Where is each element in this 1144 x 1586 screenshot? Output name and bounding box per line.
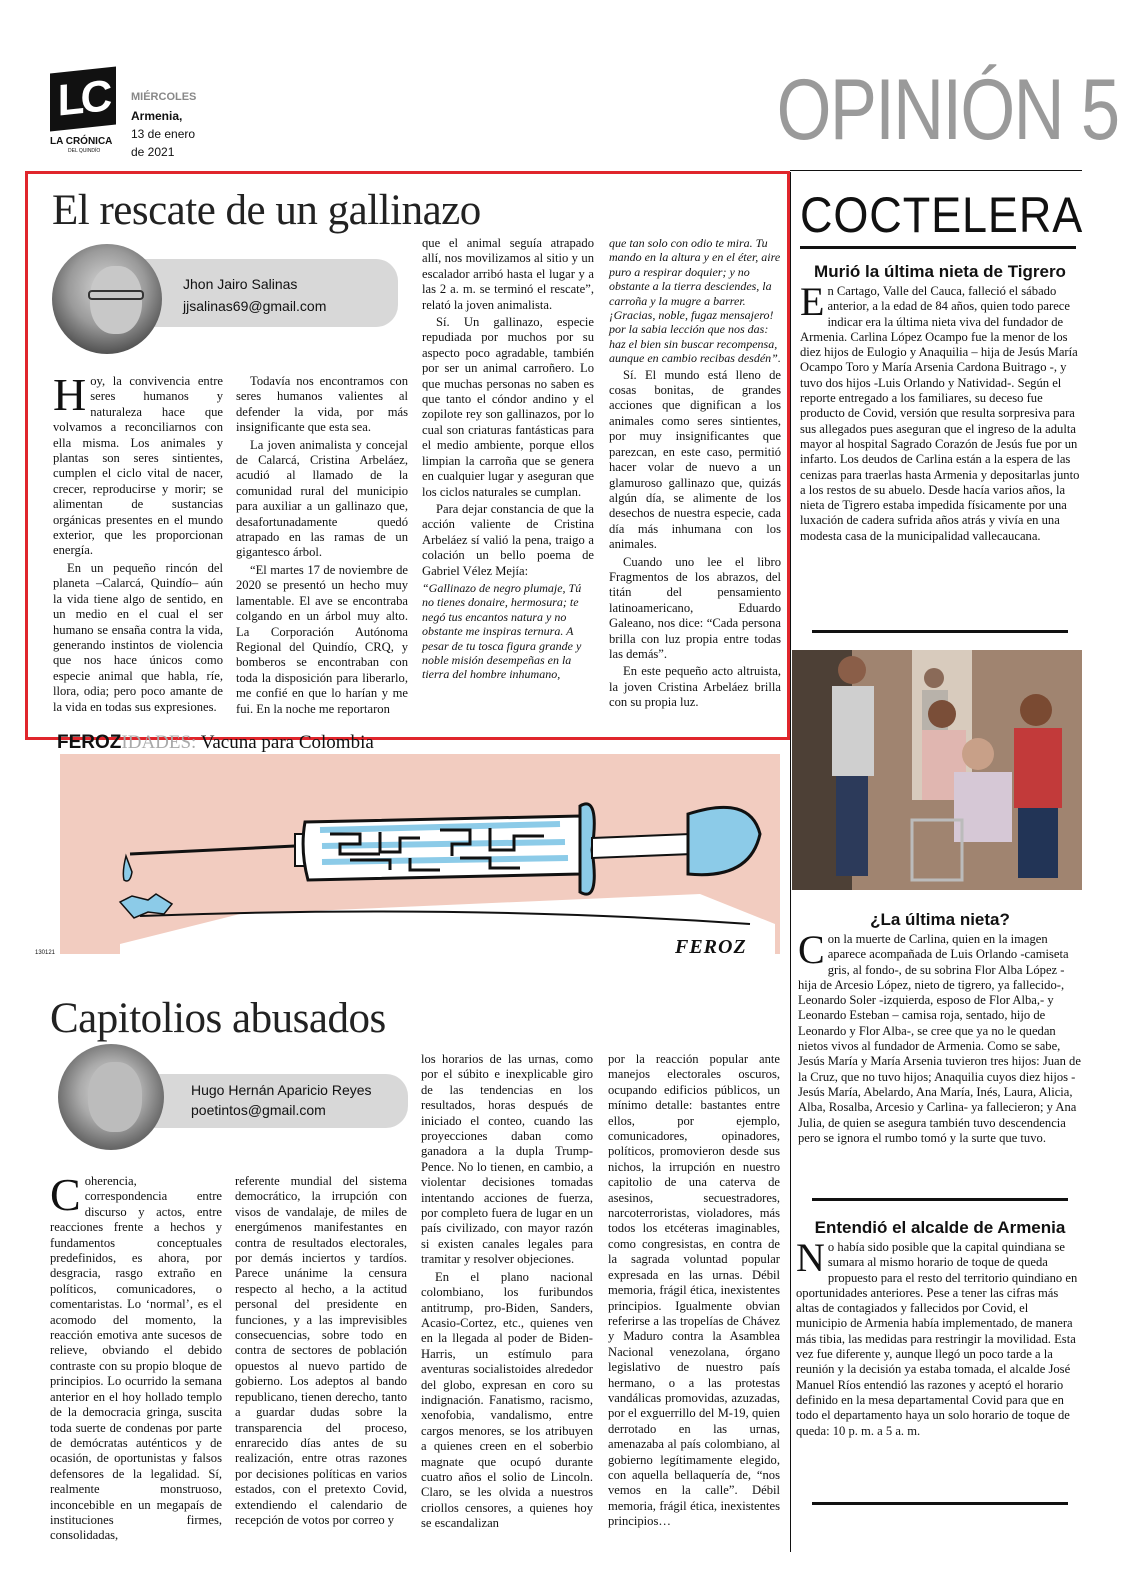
coctelera-title: COCTELERA: [800, 187, 1084, 243]
article-el-rescate: [25, 171, 790, 740]
article2-author-photo: [58, 1044, 164, 1150]
cartoon-title: [57, 732, 374, 754]
cartoon-image: [60, 754, 780, 954]
article1-col2-p2: La joven animalista y concejal de Calarcá, Cristina Arbeláez, acudió al llamado de la comunidad rural del municipio para auxiliar a un gallinazo que, desafortunadamente quedó atrapado en las ramas de un gigantesco árbol.: [236, 437, 408, 560]
family-photo-illustration: [792, 650, 1082, 890]
article1-col1-p2: En un pequeño rincón del planeta –Calarcá, Quindío– aún la vida tiene algo de sentido, en un medio en el cual el ser humano se ensaña contra la vida, generando instintos de violencia que nos hace únicos como especie animal que habla, ríe, llora, odia; pero poco amante de la vida en todas sus expresiones.: [53, 560, 223, 714]
story3-dropcap: N: [796, 1235, 825, 1280]
article1-col4-p2: Cuando uno lee el libro Fragmentos de los abrazos, del titán del pensamiento latinoamericano, Eduardo Galeano, nos dice: “Cada persona brilla con luz propia entre todas las demás”.: [609, 554, 781, 661]
masthead-date2: de 2021: [131, 145, 175, 159]
article2-col-4: [608, 1052, 780, 1529]
story-photo: [792, 650, 1082, 890]
coctelera-divider: [790, 172, 791, 1552]
masthead-city: Armenia,: [131, 109, 183, 123]
logo-sub: DEL QUINDÍO: [68, 148, 101, 154]
cartoon-title-bold: FEROZ: [57, 732, 122, 753]
article1-author-email: jjsalinas69@gmail.com: [183, 298, 327, 314]
masthead: [0, 0, 1144, 170]
article2-col1-p1: oherencia, correspondencia entre discurso y actos, entre reacciones frente a hechos y fundamentos conceptuales predefinidos, es ahora, por desgracia, rasgo extraño en políticos, comunicadores, o comentaristas. Lo ‘normal’, es el acomodo del momento, la reacción emotiva ante sucesos de relieve, obviando el debido contraste con su propio bloque de principios. Lo ocurrido la semana anterior en el hoy hollado templo de la democracia gringa, suscita toda suerte de condenas por parte de demócratas auténticos y de ocasión, de oportunistas y falsos defensores de la legalidad. Sí, realmente monstruoso, inconcebible en un megapaís de instituciones firmes, consolidadas,: [50, 1174, 222, 1543]
story3-text: o había sido posible que la capital quindiana se sumara al mismo horario de toque de queda propuesto para el resto del territorio quindiano en oportunidades anteriores. Pese a tener las cifras más altas de contagiados y fallecidos por Covid, el municipio de Armenia había implementado, de manera más tibia, las medidas para restringir la movilidad. Esta vez fue diferente y, aunque llegó un poco tarde a la reunión y la decisión ya estaba tomada, el alcalde José Manuel Ríos entendió las razones y aceptó el horario definido en la mesa departamental Covid para que en todo el departamento haya un solo horario de toque de queda: 10 p. m. a 5 a. m.: [796, 1240, 1078, 1438]
story1-rule: [812, 630, 1068, 633]
story2-dropcap: C: [798, 927, 825, 972]
cartoon-title-faded: IDADES:: [121, 732, 197, 753]
article1-dropcap: H: [53, 369, 87, 420]
article1-col3-p3: Para dejar constancia de que la acción valiente de Cristina Arbeláez sí valió la pena, traigo a colación un bello poema de Gabriel Vélez Mejía:: [422, 501, 594, 578]
article2-col2-p1: referente mundial del sistema democrático, la irrupción con visos de vandalaje, de miles de energúmenos manifestantes en contra de resultados electorales, por demás inciertos y tardíos. Parece unánime la censura respecto al hecho, a la actitud personal del presidente en funciones, y a las imprevisibles consecuencias, sobre todo en contra de sectores de población opuestos al nuevo partido de gobierno. Los adeptos al bando republicano, tienen derecho, tanto a guardar dudas sobre la transparencia del proceso, enrarecido días antes de su realización, entre otras razones por decisiones políticas en varios estados, con el pretexto Covid, extendiendo el calendario de recepción de votos por correo y: [235, 1174, 407, 1527]
section-title: OPINIÓN 5: [776, 62, 1119, 158]
coctelera-section: [790, 172, 1090, 1586]
logo: [50, 70, 120, 156]
article2-col-2: [235, 1174, 407, 1527]
syringe-illustration: [60, 754, 780, 954]
article1-col-4: [609, 236, 781, 734]
article1-col3-verse: “Gallinazo de negro plumaje, Tú no tienes donaire, hermosura; te negó tus encantos natura y no obstante me inspiras ternura. A pesar de tu tosca figura grande y noble misión desempeñas en la tierra del hombre inhumano,: [422, 580, 582, 682]
article1-author-box: [128, 259, 398, 327]
article1-col4-p3: En este pequeño acto altruista, la joven Cristina Arbeláez brilla con su propia luz.: [609, 664, 781, 710]
masthead-rule: [790, 170, 1082, 171]
article1-author-name: Jhon Jairo Salinas: [183, 276, 298, 292]
article1-title: El rescate de un gallinazo: [52, 187, 481, 234]
story1-text: n Cartago, Valle del Cauca, falleció el sábado anterior, a la edad de 84 años, quien todo parece indicar era la última nieta viva del fundador de Armenia. Carlina López Ocampo fue la menor de los diez hijos de Eulogio y Anaquilia – hija de Jesús María Ocampo Toro y María Arsenia Cardona Buitrago -, y tuvo dos hijos -Luis Orlando y Natividad-. Según el reporte entregado a los familiares, su deceso fue producto de Covid, versión que resulta sorpresiva para sus allegados pues aseguran que el ingreso de la adulta mayor al hospital Sagrado Corazón de Jesús fue por un infarto. Los deudos de Carlina están a la espera de las cenizas para traerlas hasta Armenia y depositarlas junto a los restos de su abuelo. Desde hacía varios años, la nieta de Tigrero estaba impedida físicamente por una luxación de cadera sufrida años atrás y vivía en una modesta casa de la municipalidad vallecaucana.: [800, 284, 1080, 543]
story1-body: [800, 279, 1082, 544]
story2-headline: ¿La última nieta?: [870, 910, 1010, 929]
story3-headline: Entendió el alcalde de Armenia: [814, 1218, 1066, 1237]
article1-col-1: [53, 369, 223, 734]
cartoon-date: 130121: [35, 950, 56, 956]
story1-headline: Murió la última nieta de Tigrero: [814, 262, 1066, 281]
article2-dropcap: C: [50, 1169, 81, 1220]
article-capitolios: [28, 988, 788, 1586]
story3-body: [796, 1235, 1082, 1439]
article2-author-name: Hugo Hernán Aparicio Reyes: [191, 1082, 372, 1098]
story2-rule: [812, 1198, 1068, 1201]
masthead-date1: 13 de enero: [131, 127, 196, 141]
story1-dropcap: E: [800, 279, 825, 324]
article1-col4-p1: Sí. El mundo está lleno de cosas bonitas, de grandes acciones que dignifican a los animales como seres sintientes, por muy insignificantes que parezcan, en este caso, permitió hacer volar de nuevo a un glamuroso gallinazo que, quizás algún día, se alimente de los desechos de nuestra especie, cada día más inhumana con los animales.: [609, 367, 781, 552]
article1-col-2: [236, 374, 408, 734]
cartoon-title-rest: Vacuna para Colombia: [196, 732, 374, 753]
article2-col4-p1: por la reacción popular ante manejos electorales oscuros, ocupando edificios públicos, un mínimo detalle: bastantes entre ellos, por ejemplo, comunicadores, opinadores, políticos, promovieron desde sus nichos, la irrupción en nuestro capitolio de una caterva de asesinos, secuestradores, narcoterroristas, violadores, más todos los etcéteras imaginables, como congresistas, en contra de la sagrada voluntad popular expresada en las urnas. Débil memoria, frágil ética, inexistentes principios. Igualmente obvian referirse a las tropelías de Chávez y Maduro contra la Asamblea Nacional venezolana, órgano legislativo de nuestro país hermano, o a las protestas vandálicas promovidas, azuzadas, por el exguerrillo del M-19, quien derrotado en las urnas, amenazaba al país colombiano, al gobierno legítimamente elegido, con aquella bellaquería de, “nos vemos en la calle”. Débil memoria, frágil ética, inexistentes principios…: [608, 1052, 780, 1529]
article2-col3-p1: los horarios de las urnas, como por el súbito e inexplicable giro de las tendencias en los resultados, horas después de iniciado el conteo, cuando las proyecciones daban como ganadora a la dupla Trump-Pence. No lo tienen, en cambio, a violentar decisiones tomadas intentando acciones de fuerza, por completo fuera de lugar en un país civilizado, con mayor razón si existen canales legales para tramitar y resolver objeciones.: [421, 1052, 593, 1267]
article1-col1-p1: oy, la convivencia entre seres humanos y naturaleza hace que volvamos a reconciliarnos con ella misma. Los animales y plantas son seres sintientes, cumplen el ciclo vital de nacer, crecer, reproducirse y morir; se alimentan de sustancias orgánicas presentes en el mundo exterior, que les proporcionan energía.: [53, 374, 223, 558]
article2-col-3: [421, 1052, 593, 1531]
article2-title: Capitolios abusados: [50, 995, 386, 1042]
masthead-day: MIÉRCOLES: [131, 91, 197, 103]
article1-col2-p1: Todavía nos encontramos con seres humanos valientes al defender la vida, por más insignificante que esta sea.: [236, 374, 408, 435]
article1-col3-p2: Sí. Un gallinazo, especie repudiada por muchos por su aspecto poco agradable, también por ser un animal carroñero. Lo que muchas personas no saben es que tanto el cóndor andino y el zopilote rey son gallinazos, por lo cual son criaturas fantásticas para el medio ambiente, porque ellos limpian la carroña que se genera en cualquier lugar y aseguran que los ciclos naturales se cumplan.: [422, 315, 594, 499]
article1-col2-p3: “El martes 17 de noviembre de 2020 se presentó un hecho muy lamentable. El ave se encontraba colgando en un árbol muy alto. La Corporación Autónoma Regional del Quindío, CRQ, y bomberos se encontraban con toda la disposición para liberarlo, me confié en que lo harían y me fui. En la noche me reportaron: [236, 562, 408, 716]
article2-col-1: [50, 1169, 222, 1543]
story2-text: on la muerte de Carlina, quien en la imagen aparece acompañada de Luis Orlando -camiseta gris, al fondo-, de su sobrina Flor Alba López -hija de Arcesio López, nieto de tigrero, ya fallecido-, Leonardo Soler -izquierda, esposo de Flor Alba,- y Leonardo Esteban – camisa roja, sentado, hijo de Leonardo y Flor Alba-, se cree que ya no le quedan nietos vivos al fundador de Armenia. Como se sabe, Jesús María y María Arsenia tuvieron tres hijos: Juan de la Cruz, que no tuvo hijos; Anaquilia cuyos diez hijos -Jesús María, Abelardo, Ana María, Inés, Laura, Alicia, Alba, Rosalba, Arcesio y Carlina- ya fallecieron; y Ana Julia, de quien se asegura también tuvo descendencia pero se ignora el rumbo tomó y la surte que tuvo.: [798, 932, 1081, 1145]
logo-letters: LC: [50, 67, 116, 132]
logo-name: LA CRÓNICA: [50, 136, 113, 147]
article1-col3-p1: que el animal seguía atrapado allí, nos movilizamos al sitio y un escalador arribó hasta el lugar y a las 2 a. m. se terminó el rescate”, relató la joven animalista.: [422, 236, 594, 312]
article1-col-3: [422, 236, 594, 734]
article1-author-photo: [52, 244, 162, 354]
story3-rule: [812, 1502, 1068, 1505]
cartoon-section: [35, 732, 780, 972]
story2-body: [798, 927, 1082, 1146]
article2-author-email: poetintos@gmail.com: [191, 1102, 326, 1118]
article1-col4-verse: que tan solo con odio te mira. Tu mando en la altura y en el éter, aire puro a respirar doquier; y no obstante a la tierra desciendes, la carroña y la mugre a barrer. ¡Gracias, noble, fugaz mensajero! por la sabia lección que nos das: haz el bien sin buscar recompensa, aunque en cambio recibas desdén”.: [609, 236, 781, 366]
coctelera-rule: [800, 246, 1076, 249]
article2-col3-p2: En el plano nacional colombiano, los furibundos antitrump, pro-Biden, Sanders, Acasio-Cortez, etc., quienes ven en la llegada al poder de Biden-Harris, un estímulo para aventuras socialistoides alrededor del globo, expresan en coro su indignación. Fanatismo, racismo, xenofobia, vandalismo, entre cargos menores, se los atribuyen a quienes creen en el soberbio magnate que ocupó durante cuatro años el solio de Lincoln. Claro, se les olvida a nuestros criollos censores, a quienes hoy se escandalizan: [421, 1269, 593, 1531]
cartoon-signature: FEROZ: [675, 936, 747, 958]
